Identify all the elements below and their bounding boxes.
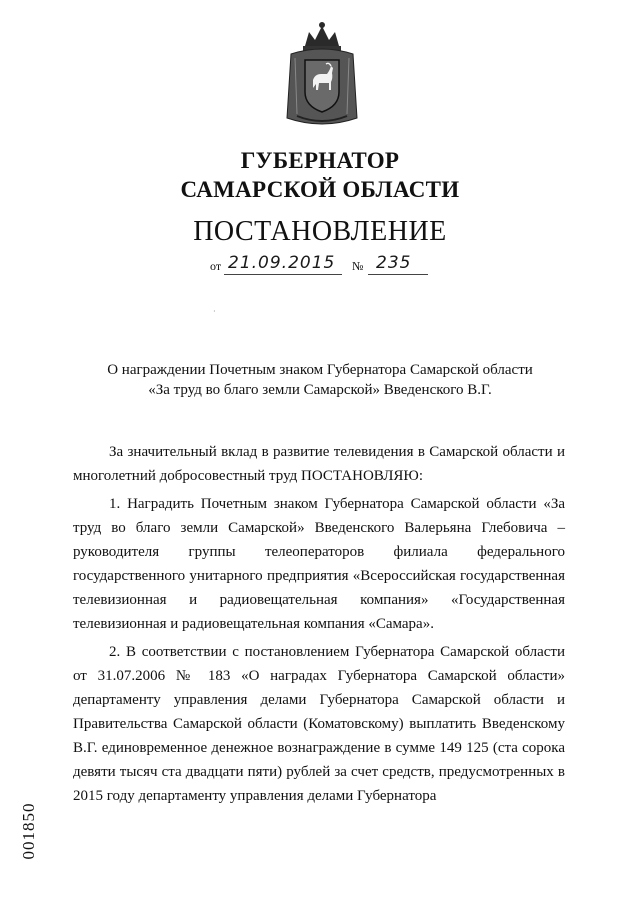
authority-title-line-1: ГУБЕРНАТОР — [240, 148, 400, 173]
authority-title-line-2: САМАРСКОЙ ОБЛАСТИ — [180, 177, 460, 202]
date-value: 21.09.2015 — [228, 253, 336, 273]
scan-speck: · — [213, 307, 216, 316]
intro-paragraph: За значительный вклад в развитие телевидения в Самарской области и многолетний добросовестный труд ПОСТАНОВЛЯЮ: — [73, 444, 565, 484]
date-label: от — [210, 259, 222, 273]
paragraph-item-2: 2. В соответствии с постановлением Губернатора Самарской области от 31.07.2006 № 183 «О наградах Губернатора Самарской области» департаменту управления делами Губернатора Самарской области и Правительства Самарской области (Коматовскому) выплатить Введенскому В.Г. единовременное денежное вознаграждение в сумме 149 125 (ста сорока девяти тысяч ста двадцати пяти) рублей за счет средств, предусмотренных в 2015 году департаменту управления делами Губернатора — [73, 644, 565, 804]
document-type: ПОСТАНОВЛЕНИЕ — [193, 216, 447, 247]
number-underline — [368, 274, 428, 275]
subject-block — [60, 360, 580, 400]
coat-of-arms-icon — [283, 18, 361, 130]
body-text — [73, 440, 565, 808]
paragraph-item-1: 1. Наградить Почетным знаком Губернатора Самарской области «За труд во благо земли Самарской» Введенского Валерьяна Глебовича – руководителя группы телеоператоров филиала федерального государственного унитарного предприятия «Всероссийская государственная телевизионная и радиовещательная компания» «Государственная телевизионная и радиовещательная компания «Самара». — [73, 496, 565, 632]
date-number-line — [210, 254, 430, 278]
number-value: 235 — [376, 253, 412, 273]
date-underline — [224, 274, 342, 275]
margin-stamp-number: 001850 — [19, 802, 38, 860]
subject-line-1: О награждении Почетным знаком Губернатора Самарской области — [107, 362, 533, 378]
number-label: № — [352, 259, 364, 273]
margin-stamp — [16, 796, 42, 866]
subject-line-2: «За труд во благо земли Самарской» Введенского В.Г. — [148, 382, 492, 398]
